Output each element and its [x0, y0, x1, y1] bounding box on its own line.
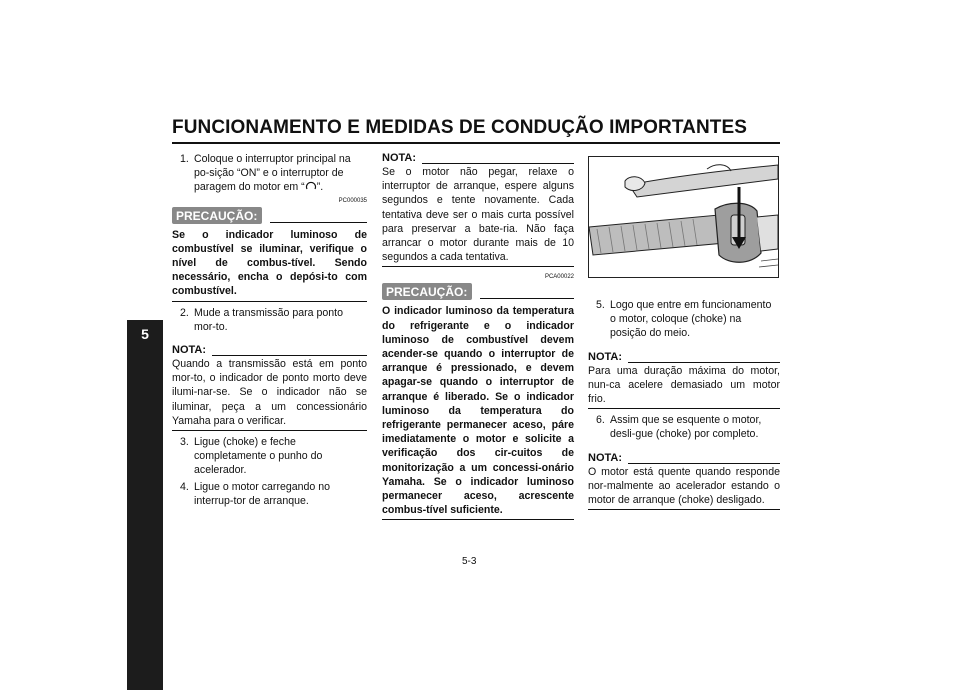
note-rule [212, 355, 367, 356]
precaution-rule [480, 298, 574, 299]
precaution-label: PRECAUÇÃO: [172, 207, 262, 224]
step-text: Assim que se esquente o motor, desli-gue (choke) por completo. [610, 414, 762, 441]
step-1 [172, 152, 367, 195]
page-title: FUNCIONAMENTO E MEDIDAS DE CONDUÇÃO IMPORTANTES [172, 117, 748, 138]
engine-run-symbol-icon [305, 181, 317, 191]
title-rule [172, 142, 780, 144]
column-middle [382, 152, 574, 520]
step-text: Coloque o interruptor principal na po-sição “ON” e o interruptor de paragem do motor em “ [194, 153, 351, 194]
step-5 [588, 298, 780, 341]
note-text: Para uma duração máxima do motor, nun-ca acelere demasiado um motor frio. [588, 364, 780, 406]
note-header [588, 351, 780, 364]
step-text: Ligue o motor carregando no interrup-tor de arranque. [194, 480, 331, 507]
note-end-rule [172, 430, 367, 431]
note-end-rule [588, 408, 780, 409]
precaution-text: Se o indicador luminoso de combustível se iluminar, verifique o nível de combus-tível. Sendo necessário, encha o depósi-to com combustível. [172, 228, 367, 298]
step-number: 1. [180, 153, 189, 165]
note-header [172, 344, 367, 357]
step-text: Mude a transmissão para ponto mor-to. [194, 306, 343, 333]
precaution-end-rule [172, 301, 367, 302]
precaution-header [382, 283, 574, 300]
step-text-end: ”. [316, 181, 324, 194]
step-6 [588, 413, 780, 441]
step-number: 6. [596, 414, 605, 427]
precaution-label: PRECAUÇÃO: [382, 283, 472, 300]
precaution-end-rule [382, 519, 574, 520]
note-text: Se o motor não pegar, relaxe o interruptor de arranque, espere alguns segundos e tente novamente. Cada tentativa deve ser o mais curta possível para preservar a bate-ria. Não faça arrancar o motor durante mais de 10 segundos a cada tentativa. [382, 166, 574, 264]
note-end-rule [588, 509, 780, 510]
step-2 [172, 306, 367, 334]
note-label: NOTA: [172, 344, 207, 357]
step-4 [172, 480, 367, 508]
step-number: 4. [180, 480, 189, 493]
step-number: 5. [596, 299, 605, 311]
column-right [588, 298, 780, 510]
handlebar-switch-illustration [588, 156, 779, 278]
precaution-rule [270, 222, 367, 223]
note-rule [628, 463, 780, 464]
note-text: Quando a transmissão está em ponto mor-to, o indicador de ponto morto deve ilumi-nar-se. Se o indicador não se iluminar, peça a um concessionário Yamaha para o verificar. [172, 358, 367, 427]
note-rule [422, 163, 574, 164]
step-number: 3. [180, 436, 189, 449]
reference-code: PCA00022 [544, 274, 574, 281]
handlebar-drawing-icon [589, 157, 778, 277]
note-label: NOTA: [588, 451, 623, 464]
precaution-header [172, 207, 367, 224]
note-header [588, 452, 780, 465]
note-end-rule [382, 266, 574, 267]
note-text: O motor está quente quando responde nor-malmente ao acelerador estando o motor de arranque (choke) desligado. [588, 465, 780, 507]
step-3 [172, 435, 367, 478]
note-label: NOTA: [588, 350, 623, 363]
page-number: 5-3 [462, 556, 477, 567]
column-left [172, 152, 367, 510]
note-header [382, 152, 574, 165]
step-text: Logo que entre em funcionamento o motor, coloque (choke) na posição do meio. [610, 299, 772, 340]
step-number: 2. [180, 306, 189, 319]
step-text: Ligue (choke) e feche completamente o punho do acelerador. [194, 436, 323, 477]
note-rule [628, 362, 780, 363]
note-label: NOTA: [382, 152, 417, 164]
reference-code: PC000035 [338, 197, 367, 204]
section-tab: 5 [127, 320, 163, 690]
precaution-text: O indicador luminoso da temperatura do refrigerante e o indicador luminoso de combustível devem acender-se quando o interruptor de arranque é pressionado, e devem apagar-se quando o interruptor de arranque é liberado. Se o indicador luminoso da temperatura do refrigerante permanecer aceso, páre imediatamente o motor e solicite a verificação dos cir-cuitos de monitorização a um concessi-onário Yamaha. Se o indicador luminoso permanecer aceso, acrescente combus-tível suficiente. [382, 305, 574, 517]
